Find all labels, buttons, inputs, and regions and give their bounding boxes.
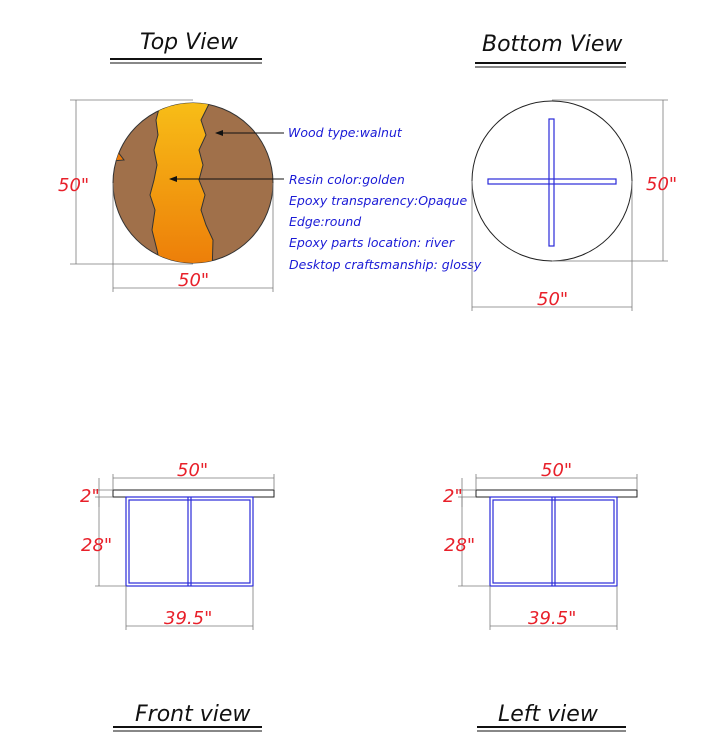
bottom-view — [472, 100, 677, 311]
bottom-view-title: Bottom View — [482, 32, 623, 57]
left-top-thickness-label: 2" — [443, 486, 463, 507]
top-view-diameter-vertical: 50" — [58, 175, 90, 196]
spec-annotations — [288, 125, 482, 272]
left-view — [443, 460, 637, 630]
front-view — [80, 460, 274, 630]
left-base-width-label: 39.5" — [528, 608, 577, 629]
front-base-width-label: 39.5" — [164, 608, 213, 629]
epoxy-transparency-note: Epoxy transparency:Opaque — [289, 193, 468, 208]
base-frame — [126, 497, 253, 586]
base-frame — [490, 497, 617, 586]
left-view-title-group — [477, 702, 626, 731]
bottom-view-title-group — [475, 32, 626, 67]
front-view-title: Front view — [135, 702, 251, 727]
bottom-view-diameter-vertical: 50" — [646, 174, 678, 195]
front-top-thickness-label: 2" — [80, 486, 100, 507]
left-height-label: 28" — [444, 535, 476, 556]
epoxy-location-note: Epoxy parts location: river — [289, 235, 454, 250]
front-top-width-label: 50" — [177, 460, 209, 481]
left-view-title: Left view — [498, 702, 598, 727]
left-top-width-label: 50" — [541, 460, 573, 481]
bottom-view-diameter-horizontal: 50" — [537, 289, 569, 310]
wood-type-note: Wood type:walnut — [288, 125, 402, 140]
front-height-label: 28" — [81, 535, 113, 556]
front-view-title-group — [113, 702, 262, 731]
top-view-title-group — [110, 30, 262, 63]
resin-color-note: Resin color:golden — [289, 172, 405, 187]
tabletop-side — [113, 490, 274, 497]
tabletop-underside — [472, 101, 632, 261]
top-view-title: Top View — [140, 30, 238, 55]
edge-note: Edge:round — [289, 214, 362, 229]
desktop-craftsmanship-note: Desktop craftsmanship: glossy — [289, 257, 482, 272]
tabletop-side — [476, 490, 637, 497]
top-view — [58, 95, 284, 292]
top-view-diameter-horizontal: 50" — [178, 270, 210, 291]
